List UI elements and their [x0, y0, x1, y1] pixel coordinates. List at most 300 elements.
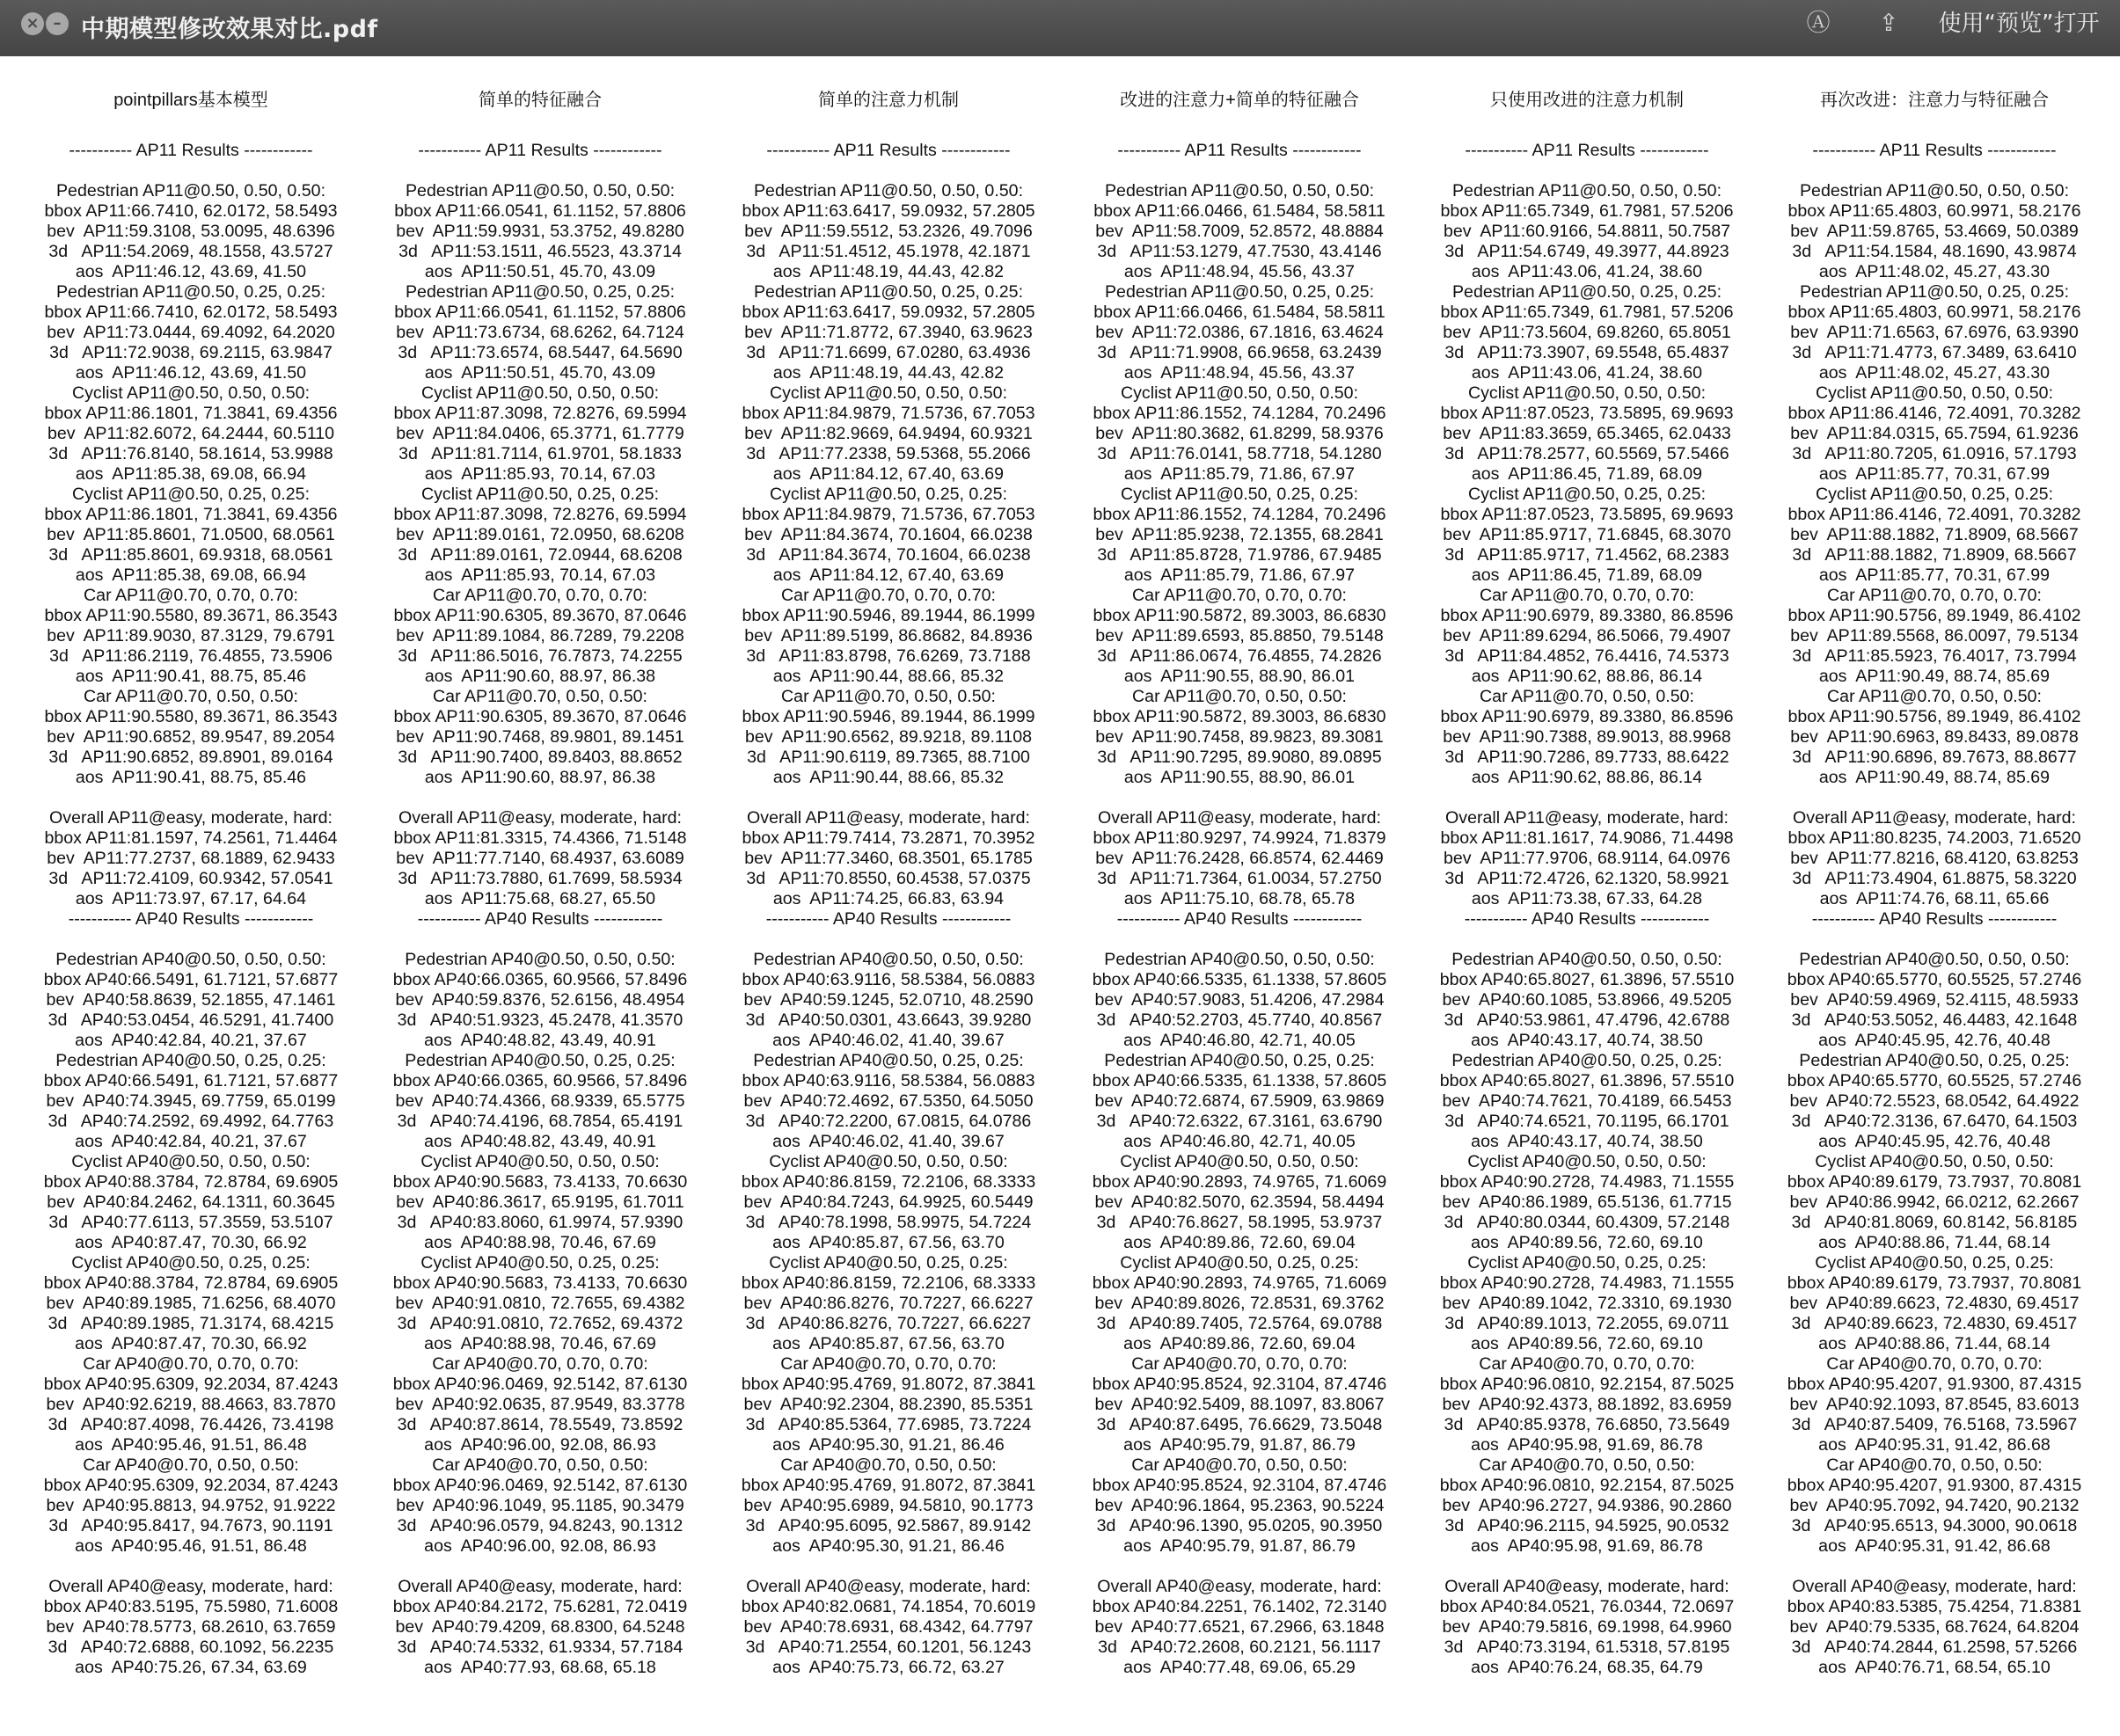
result-line: Pedestrian AP40@0.50, 0.25, 0.25: — [753, 1051, 1024, 1070]
result-line: aos AP40:88.86, 71.44, 68.14 — [1818, 1233, 2051, 1252]
result-line: ----------- AP40 Results ------------ — [1811, 909, 2058, 929]
result-line: bbox AP11:63.6417, 59.0932, 57.2805 — [742, 201, 1035, 221]
result-line: 3d AP40:50.0301, 43.6643, 39.9280 — [745, 1010, 1032, 1030]
result-line: bev AP11:73.6734, 68.6262, 64.7124 — [396, 323, 684, 342]
result-line: aos AP11:75.68, 68.27, 65.50 — [424, 889, 656, 908]
result-line: Overall AP40@easy, moderate, hard: — [1097, 1577, 1382, 1596]
result-line: Pedestrian AP40@0.50, 0.25, 0.25: — [1799, 1051, 2070, 1070]
result-line: aos AP40:95.30, 91.21, 86.46 — [772, 1536, 1005, 1556]
result-line: bbox AP11:87.0523, 73.5895, 69.9693 — [1440, 505, 1734, 524]
result-line: ----------- AP40 Results ------------ — [765, 909, 1012, 929]
result-line: bev AP40:59.1245, 52.0710, 48.2590 — [743, 990, 1034, 1010]
result-line: ----------- AP11 Results ------------ — [69, 141, 313, 160]
result-line: Car AP40@0.70, 0.50, 0.50: — [432, 1455, 648, 1475]
result-line: 3d AP11:72.4726, 62.1320, 58.9921 — [1444, 869, 1729, 888]
result-line: Overall AP40@easy, moderate, hard: — [746, 1577, 1031, 1596]
result-line: 3d AP11:85.8728, 71.9786, 67.9485 — [1097, 545, 1382, 565]
result-line: 3d AP40:95.8417, 94.7673, 90.1191 — [48, 1516, 333, 1535]
result-line: aos AP40:75.26, 67.34, 63.69 — [75, 1658, 307, 1677]
result-line: aos AP40:95.98, 91.69, 86.78 — [1471, 1536, 1703, 1556]
result-line: bbox AP11:84.9879, 71.5736, 67.7053 — [742, 404, 1035, 423]
result-line: 3d AP40:74.6521, 70.1195, 66.1701 — [1444, 1112, 1729, 1131]
result-line: bbox AP40:66.5335, 61.1338, 57.8605 — [1092, 970, 1387, 989]
result-line: aos AP11:85.38, 69.08, 66.94 — [75, 565, 307, 585]
result-line: ----------- AP11 Results ------------ — [1812, 141, 2057, 160]
column-title: pointpillars基本模型 — [113, 91, 268, 110]
result-line: aos AP11:85.77, 70.31, 67.99 — [1818, 464, 2051, 484]
result-line: Cyclist AP11@0.50, 0.50, 0.50: — [1467, 383, 1707, 403]
result-line: aos AP11:43.06, 41.24, 38.60 — [1471, 262, 1703, 281]
result-line: bbox AP40:95.8524, 92.3104, 87.4746 — [1092, 1476, 1387, 1495]
result-line: aos AP11:90.44, 88.66, 85.32 — [772, 667, 1005, 686]
result-line: bbox AP11:90.6979, 89.3380, 86.8596 — [1440, 707, 1734, 726]
result-line: bbox AP40:89.6179, 73.7937, 70.8081 — [1787, 1273, 2082, 1293]
result-line: bev AP11:84.3674, 70.1604, 66.0238 — [744, 525, 1033, 544]
column-title: 改进的注意力+简单的特征融合 — [1120, 91, 1359, 110]
result-line: ----------- AP11 Results ------------ — [766, 141, 1011, 160]
result-line: aos AP11:85.38, 69.08, 66.94 — [75, 464, 307, 484]
result-line: bev AP40:91.0810, 72.7655, 69.4382 — [395, 1294, 685, 1313]
result-line: aos AP40:46.80, 42.71, 40.05 — [1123, 1132, 1356, 1151]
result-line: bev AP11:80.3682, 61.8299, 58.9376 — [1095, 424, 1384, 443]
result-line: 3d AP11:90.7295, 89.9080, 89.0895 — [1097, 748, 1382, 767]
result-line: Cyclist AP11@0.50, 0.25, 0.25: — [1467, 485, 1707, 504]
result-line: Car AP40@0.70, 0.70, 0.70: — [1826, 1354, 2043, 1374]
result-line: 3d AP11:86.2119, 76.4855, 73.5906 — [49, 646, 333, 666]
result-line: bev AP11:89.0161, 72.0950, 68.6208 — [396, 525, 684, 544]
result-line — [363, 1557, 717, 1577]
result-line: bbox AP11:63.6417, 59.0932, 57.2805 — [742, 303, 1035, 322]
result-line — [363, 161, 717, 181]
result-line: aos AP11:90.60, 88.97, 86.38 — [424, 768, 656, 787]
result-line: bbox AP11:80.8235, 74.2003, 71.6520 — [1787, 828, 2081, 848]
result-line: aos AP11:90.55, 88.90, 86.01 — [1123, 667, 1356, 686]
result-line: bev AP40:89.6623, 72.4830, 69.4517 — [1789, 1294, 2080, 1313]
window-titlebar — [0, 0, 2120, 56]
result-line: bev AP40:79.5816, 69.1998, 64.9960 — [1442, 1617, 1732, 1637]
pdf-document — [0, 56, 2120, 1736]
result-line: bev AP40:74.4366, 68.9339, 65.5775 — [395, 1091, 685, 1111]
result-line — [712, 930, 1065, 950]
result-column — [1758, 90, 2111, 1678]
result-line: 3d AP11:84.4852, 76.4416, 74.5373 — [1444, 646, 1729, 666]
result-line: bev AP40:72.6874, 67.5909, 63.9869 — [1094, 1091, 1385, 1111]
result-line: 3d AP40:72.2200, 67.0815, 64.0786 — [745, 1112, 1032, 1131]
result-line: bbox AP11:81.1617, 74.9086, 71.4498 — [1440, 828, 1734, 848]
result-line: Overall AP11@easy, moderate, hard: — [398, 808, 682, 828]
result-line: bev AP40:84.2462, 64.1311, 60.3645 — [47, 1193, 335, 1212]
result-line: ----------- AP40 Results ------------ — [417, 909, 663, 929]
result-line: 3d AP40:96.1390, 95.0205, 90.3950 — [1096, 1516, 1383, 1535]
result-line: aos AP40:46.02, 41.40, 39.67 — [772, 1031, 1005, 1050]
result-line: aos AP11:90.49, 88.74, 85.69 — [1818, 768, 2051, 787]
result-line: 3d AP40:81.8069, 60.8142, 56.8185 — [1791, 1213, 2078, 1232]
result-line: 3d AP40:72.6322, 67.3161, 63.6790 — [1096, 1112, 1383, 1131]
result-line: aos AP40:89.86, 72.60, 69.04 — [1123, 1334, 1356, 1353]
result-line: aos AP40:87.47, 70.30, 66.92 — [75, 1233, 307, 1252]
result-line: 3d AP11:71.7364, 61.0034, 57.2750 — [1097, 869, 1382, 888]
result-line: Pedestrian AP11@0.50, 0.25, 0.25: — [405, 282, 676, 302]
result-line — [363, 788, 717, 808]
column-title: 再次改进：注意力与特征融合 — [1820, 91, 2049, 110]
result-line: Car AP11@0.70, 0.50, 0.50: — [84, 687, 298, 706]
result-line: bev AP40:92.1093, 87.8545, 83.6013 — [1789, 1395, 2080, 1414]
result-line: Pedestrian AP11@0.50, 0.25, 0.25: — [55, 282, 326, 302]
result-line: bev AP40:59.8376, 52.6156, 48.4954 — [395, 990, 685, 1010]
result-line — [1063, 1557, 1416, 1577]
result-line: aos AP40:95.79, 91.87, 86.79 — [1123, 1435, 1356, 1455]
result-line: aos AP11:48.02, 45.27, 43.30 — [1818, 262, 2051, 281]
result-line: aos AP11:50.51, 45.70, 43.09 — [424, 363, 656, 383]
close-icon[interactable]: × — [21, 12, 44, 35]
result-line: bbox AP40:63.9116, 58.5384, 56.0883 — [742, 1071, 1035, 1090]
result-line: bbox AP40:65.8027, 61.3896, 57.5510 — [1439, 970, 1735, 989]
result-line: 3d AP11:73.3907, 69.5548, 65.4837 — [1444, 343, 1729, 362]
result-line: 3d AP40:86.8276, 70.7227, 66.6227 — [745, 1314, 1032, 1333]
minimize-icon[interactable]: – — [46, 12, 69, 35]
result-line: aos AP40:45.95, 42.76, 40.48 — [1818, 1031, 2051, 1050]
result-line: 3d AP11:73.6574, 68.5447, 64.5690 — [398, 343, 683, 362]
result-line: Pedestrian AP40@0.50, 0.50, 0.50: — [405, 950, 676, 969]
result-line: 3d AP40:83.8060, 61.9974, 57.9390 — [397, 1213, 684, 1232]
result-line: aos AP40:87.47, 70.30, 66.92 — [75, 1334, 307, 1353]
result-line: aos AP11:46.12, 43.69, 41.50 — [75, 262, 307, 281]
result-line: bbox AP11:90.5946, 89.1944, 86.1999 — [742, 707, 1035, 726]
result-line: bbox AP40:90.2728, 74.4983, 71.1555 — [1439, 1273, 1735, 1293]
result-line — [1410, 788, 1764, 808]
result-line: 3d AP11:86.0674, 76.4855, 74.2826 — [1097, 646, 1382, 666]
result-line — [14, 930, 368, 950]
result-line: 3d AP11:73.4904, 61.8875, 58.3220 — [1792, 869, 2077, 888]
result-line — [1758, 788, 2111, 808]
result-line: Cyclist AP40@0.50, 0.50, 0.50: — [420, 1152, 660, 1171]
share-icon[interactable]: ⇪ — [1878, 10, 1899, 37]
result-line: bev AP11:77.9706, 68.9114, 64.0976 — [1443, 849, 1731, 868]
result-line: ----------- AP40 Results ------------ — [1116, 909, 1363, 929]
result-line: bev AP11:82.6072, 64.2444, 60.5110 — [47, 424, 335, 443]
result-line: Cyclist AP40@0.50, 0.25, 0.25: — [1120, 1253, 1359, 1273]
result-line: Pedestrian AP11@0.50, 0.50, 0.50: — [753, 181, 1024, 201]
result-line: Pedestrian AP11@0.50, 0.50, 0.50: — [405, 181, 676, 201]
result-line: Pedestrian AP40@0.50, 0.50, 0.50: — [753, 950, 1024, 969]
result-line: 3d AP11:72.9038, 69.2115, 63.9847 — [49, 343, 333, 362]
result-line: Car AP40@0.70, 0.50, 0.50: — [1131, 1455, 1348, 1475]
result-line: aos AP11:84.12, 67.40, 63.69 — [772, 464, 1005, 484]
result-line: bev AP40:72.5523, 68.0542, 64.4922 — [1789, 1091, 2080, 1111]
result-line: bev AP40:59.4969, 52.4115, 48.5933 — [1790, 990, 2079, 1010]
result-line: bev AP40:86.1989, 65.5136, 61.7715 — [1442, 1193, 1732, 1212]
result-line: 3d AP11:90.6852, 89.8901, 89.0164 — [48, 748, 333, 767]
result-column — [712, 90, 1065, 1678]
result-line: Car AP40@0.70, 0.50, 0.50: — [1479, 1455, 1695, 1475]
result-line: aos AP40:89.56, 72.60, 69.10 — [1471, 1334, 1703, 1353]
result-line: bbox AP11:86.1801, 71.3841, 69.4356 — [44, 505, 338, 524]
result-line: 3d AP40:87.5409, 76.5168, 73.5967 — [1791, 1415, 2078, 1434]
result-line: bev AP11:89.6294, 86.5066, 79.4907 — [1443, 626, 1731, 646]
result-line: 3d AP40:87.6495, 76.6629, 73.5048 — [1096, 1415, 1383, 1434]
result-line: 3d AP11:78.2577, 60.5569, 57.5466 — [1444, 444, 1729, 463]
result-line: Car AP40@0.70, 0.70, 0.70: — [780, 1354, 997, 1374]
result-line: ----------- AP11 Results ------------ — [418, 141, 662, 160]
result-line: bev AP11:59.3108, 53.0095, 48.6396 — [47, 222, 335, 241]
result-line: bev AP40:96.1049, 95.1185, 90.3479 — [396, 1496, 684, 1515]
result-line: bbox AP11:90.6305, 89.3670, 87.0646 — [393, 606, 687, 625]
result-line: bbox AP40:96.0469, 92.5142, 87.6130 — [392, 1375, 688, 1394]
result-line: bev AP40:60.1085, 53.8966, 49.5205 — [1442, 990, 1732, 1010]
result-line: bbox AP11:65.7349, 61.7981, 57.5206 — [1440, 201, 1734, 221]
result-column — [1410, 90, 1764, 1678]
result-line: Overall AP11@easy, moderate, hard: — [1098, 808, 1381, 828]
result-line: Car AP40@0.70, 0.70, 0.70: — [1131, 1354, 1348, 1374]
result-line: bbox AP40:95.4769, 91.8072, 87.3841 — [741, 1375, 1036, 1394]
result-line: 3d AP11:90.7400, 89.8403, 88.8652 — [398, 748, 683, 767]
result-line: aos AP40:95.30, 91.21, 86.46 — [772, 1435, 1005, 1455]
result-line: bev AP11:89.5199, 86.8682, 84.8936 — [744, 626, 1033, 646]
result-line: aos AP40:43.17, 40.74, 38.50 — [1471, 1132, 1703, 1151]
result-line: aos AP11:74.25, 66.83, 63.94 — [772, 889, 1005, 908]
result-line: Overall AP11@easy, moderate, hard: — [1445, 808, 1729, 828]
markup-icon[interactable]: Ⓐ — [1806, 10, 1831, 37]
result-line: bbox AP40:90.5683, 73.4133, 70.6630 — [392, 1172, 688, 1192]
result-line: Pedestrian AP11@0.50, 0.25, 0.25: — [1799, 282, 2070, 302]
result-line: 3d AP11:73.7880, 61.7699, 58.5934 — [398, 869, 683, 888]
result-line: bbox AP40:90.2893, 74.9765, 71.6069 — [1092, 1172, 1387, 1192]
result-line: ----------- AP11 Results ------------ — [1465, 141, 1709, 160]
result-line: bev AP40:79.5335, 68.7624, 64.8204 — [1789, 1617, 2080, 1637]
result-line: bev AP40:89.8026, 72.8531, 69.3762 — [1094, 1294, 1385, 1313]
result-line: bbox AP11:87.0523, 73.5895, 69.9693 — [1440, 404, 1734, 423]
result-column — [363, 90, 717, 1678]
result-line: 3d AP11:54.6749, 49.3977, 44.8923 — [1444, 242, 1729, 261]
result-line: bev AP40:79.4209, 68.8300, 64.5248 — [395, 1617, 685, 1637]
result-line: bbox AP40:95.6309, 92.2034, 87.4243 — [43, 1476, 339, 1495]
result-line: Pedestrian AP11@0.50, 0.50, 0.50: — [55, 181, 326, 201]
result-line: 3d AP11:70.8550, 60.4538, 57.0375 — [746, 869, 1031, 888]
result-line: aos AP11:48.19, 44.43, 42.82 — [772, 363, 1005, 383]
result-line: bbox AP40:90.2728, 74.4983, 71.1555 — [1439, 1172, 1735, 1192]
result-line: 3d AP11:53.1511, 46.5523, 43.3714 — [398, 242, 682, 261]
result-line: bbox AP11:90.5946, 89.1944, 86.1999 — [742, 606, 1035, 625]
result-line: Cyclist AP40@0.50, 0.50, 0.50: — [1815, 1152, 2054, 1171]
result-line: 3d AP11:85.8601, 69.9318, 68.0561 — [48, 545, 333, 565]
result-line: 3d AP40:51.9323, 45.2478, 41.3570 — [397, 1010, 684, 1030]
result-line: bev AP11:60.9166, 54.8811, 50.7587 — [1443, 222, 1731, 241]
result-line: Car AP11@0.70, 0.70, 0.70: — [433, 586, 647, 605]
result-line: bbox AP40:88.3784, 72.8784, 69.6905 — [43, 1172, 339, 1192]
result-line: aos AP40:89.56, 72.60, 69.10 — [1471, 1233, 1703, 1252]
result-line: 3d AP11:89.0161, 72.0944, 68.6208 — [398, 545, 683, 565]
result-line: aos AP11:46.12, 43.69, 41.50 — [75, 363, 307, 383]
result-line: 3d AP40:89.1985, 71.3174, 68.4215 — [48, 1314, 334, 1333]
result-line: Pedestrian AP40@0.50, 0.25, 0.25: — [1104, 1051, 1375, 1070]
result-line: 3d AP11:80.7205, 61.0916, 57.1793 — [1792, 444, 2077, 463]
result-line: Cyclist AP11@0.50, 0.50, 0.50: — [71, 383, 311, 403]
result-line: bev AP40:82.5070, 62.3594, 58.4494 — [1094, 1193, 1385, 1212]
result-line: aos AP40:88.98, 70.46, 67.69 — [424, 1233, 656, 1252]
result-line: bev AP40:89.1042, 72.3310, 69.1930 — [1442, 1294, 1732, 1313]
result-line: bev AP11:88.1882, 71.8909, 68.5667 — [1790, 525, 2079, 544]
result-line: bbox AP11:90.5872, 89.3003, 86.6830 — [1093, 606, 1386, 625]
result-line: bev AP11:82.9669, 64.9494, 60.9321 — [744, 424, 1033, 443]
window-title: 中期模型修改效果对比.pdf — [81, 16, 378, 43]
result-line: bev AP11:77.2737, 68.1889, 62.9433 — [47, 849, 335, 868]
result-line: 3d AP40:96.2115, 94.5925, 90.0532 — [1444, 1516, 1729, 1535]
result-line: aos AP11:73.38, 67.33, 64.28 — [1471, 889, 1703, 908]
result-line — [1063, 930, 1416, 950]
result-line: bbox AP40:86.8159, 72.2106, 68.3333 — [741, 1172, 1036, 1192]
result-line: bev AP40:77.6521, 67.2966, 63.1848 — [1094, 1617, 1385, 1637]
result-line: 3d AP40:74.2844, 61.2598, 57.5266 — [1791, 1638, 2078, 1657]
result-line: aos AP40:46.02, 41.40, 39.67 — [772, 1132, 1005, 1151]
result-line: bbox AP11:65.4803, 60.9971, 58.2176 — [1787, 303, 2081, 322]
result-line: bev AP40:95.8813, 94.9752, 91.9222 — [46, 1496, 336, 1515]
result-line: bev AP11:59.5512, 53.2326, 49.7096 — [744, 222, 1033, 241]
result-line: bbox AP11:90.5756, 89.1949, 86.4102 — [1787, 707, 2081, 726]
result-line: bev AP40:96.2727, 94.9386, 90.2860 — [1442, 1496, 1732, 1515]
result-line: Car AP40@0.70, 0.70, 0.70: — [83, 1354, 299, 1374]
result-line: 3d AP40:89.6623, 72.4830, 69.4517 — [1791, 1314, 2078, 1333]
result-line: 3d AP40:71.2554, 60.1201, 56.1243 — [745, 1638, 1032, 1657]
result-line: bbox AP40:84.0521, 76.0344, 72.0697 — [1439, 1597, 1735, 1616]
result-line: 3d AP11:76.0141, 58.7718, 54.1280 — [1097, 444, 1382, 463]
result-line: bbox AP11:90.5872, 89.3003, 86.6830 — [1093, 707, 1386, 726]
result-line: bev AP40:84.7243, 64.9925, 60.5449 — [743, 1193, 1034, 1212]
result-line: aos AP40:95.98, 91.69, 86.78 — [1471, 1435, 1703, 1455]
result-line: 3d AP40:74.4196, 68.7854, 65.4191 — [397, 1112, 684, 1131]
result-line: Cyclist AP40@0.50, 0.50, 0.50: — [1120, 1152, 1359, 1171]
result-line: bbox AP40:66.5491, 61.7121, 57.6877 — [43, 970, 339, 989]
result-line: Pedestrian AP11@0.50, 0.50, 0.50: — [1451, 181, 1722, 201]
result-line: Car AP11@0.70, 0.50, 0.50: — [1827, 687, 2042, 706]
result-line: Pedestrian AP40@0.50, 0.25, 0.25: — [55, 1051, 326, 1070]
result-line: bev AP11:90.6852, 89.9547, 89.2054 — [47, 727, 335, 747]
result-line: aos AP40:76.24, 68.35, 64.79 — [1471, 1658, 1703, 1677]
result-line — [1758, 161, 2111, 181]
result-line: bev AP11:89.1084, 86.7289, 79.2208 — [396, 626, 684, 646]
result-line: bbox AP11:66.0541, 61.1152, 57.8806 — [394, 201, 686, 221]
result-line: bev AP40:92.0635, 87.9549, 83.3778 — [395, 1395, 685, 1414]
result-line: Car AP40@0.70, 0.50, 0.50: — [83, 1455, 299, 1475]
result-line: Cyclist AP11@0.50, 0.25, 0.25: — [420, 485, 660, 504]
result-line: bbox AP40:66.0365, 60.9566, 57.8496 — [392, 1071, 688, 1090]
result-line: aos AP11:90.62, 88.86, 86.14 — [1471, 667, 1703, 686]
result-line: bbox AP40:95.4207, 91.9300, 87.4315 — [1787, 1476, 2082, 1495]
result-line: 3d AP40:91.0810, 72.7652, 69.4372 — [397, 1314, 684, 1333]
result-line: aos AP11:73.97, 67.17, 64.64 — [75, 889, 307, 908]
result-line: bbox AP40:65.5770, 60.5525, 57.2746 — [1787, 970, 2082, 989]
result-line: Car AP11@0.70, 0.50, 0.50: — [1480, 687, 1694, 706]
result-line: Pedestrian AP11@0.50, 0.25, 0.25: — [1451, 282, 1722, 302]
result-line: 3d AP40:72.2608, 60.2121, 56.1117 — [1098, 1638, 1381, 1657]
result-line: bev AP40:96.1864, 95.2363, 90.5224 — [1094, 1496, 1385, 1515]
result-line: bbox AP11:81.1597, 74.2561, 71.4464 — [44, 828, 338, 848]
result-line: aos AP11:75.10, 68.78, 65.78 — [1123, 889, 1356, 908]
result-line: ----------- AP40 Results ------------ — [68, 909, 314, 929]
result-line: Car AP40@0.70, 0.50, 0.50: — [1826, 1455, 2043, 1475]
result-line: aos AP11:85.93, 70.14, 67.03 — [424, 565, 656, 585]
result-line: Car AP11@0.70, 0.70, 0.70: — [84, 586, 298, 605]
result-line: Car AP40@0.70, 0.50, 0.50: — [780, 1455, 997, 1475]
result-line: bbox AP11:86.1552, 74.1284, 70.2496 — [1093, 505, 1386, 524]
result-line: bev AP11:89.9030, 87.3129, 79.6791 — [47, 626, 335, 646]
result-line: 3d AP40:89.7405, 72.5764, 69.0788 — [1096, 1314, 1383, 1333]
result-line: 3d AP11:72.4109, 60.9342, 57.0541 — [48, 869, 333, 888]
result-line: bbox AP11:86.1801, 71.3841, 69.4356 — [44, 404, 338, 423]
result-line: aos AP11:85.79, 71.86, 67.97 — [1123, 464, 1356, 484]
result-line: aos AP11:48.94, 45.56, 43.37 — [1123, 363, 1356, 383]
result-line: bev AP40:78.6931, 68.4342, 64.7797 — [743, 1617, 1034, 1637]
result-line: 3d AP11:54.2069, 48.1558, 43.5727 — [48, 242, 333, 261]
result-line: bbox AP40:95.6309, 92.2034, 87.4243 — [43, 1375, 339, 1394]
result-line: 3d AP11:90.7286, 89.7733, 88.6422 — [1444, 748, 1729, 767]
result-line: Car AP40@0.70, 0.70, 0.70: — [432, 1354, 648, 1374]
result-line: bbox AP11:90.6979, 89.3380, 86.8596 — [1440, 606, 1734, 625]
column-title: 简单的特征融合 — [479, 91, 602, 110]
result-line: Cyclist AP11@0.50, 0.25, 0.25: — [769, 485, 1008, 504]
result-line: bev AP40:92.4373, 88.1892, 83.6959 — [1442, 1395, 1732, 1414]
result-line: aos AP11:84.12, 67.40, 63.69 — [772, 565, 1005, 585]
result-line: Cyclist AP11@0.50, 0.50, 0.50: — [420, 383, 660, 403]
result-line: aos AP40:85.87, 67.56, 63.70 — [772, 1334, 1005, 1353]
result-line: bbox AP40:95.4769, 91.8072, 87.3841 — [741, 1476, 1036, 1495]
result-line: bev AP11:59.9931, 53.3752, 49.8280 — [396, 222, 684, 241]
result-line: bev AP11:90.7388, 89.9013, 88.9968 — [1443, 727, 1731, 747]
result-line: bbox AP11:87.3098, 72.8276, 69.5994 — [393, 505, 687, 524]
result-line: bbox AP40:84.2251, 76.1402, 72.3140 — [1092, 1597, 1387, 1616]
result-line: Cyclist AP40@0.50, 0.25, 0.25: — [1467, 1253, 1707, 1273]
result-line: Car AP11@0.70, 0.70, 0.70: — [1132, 586, 1347, 605]
result-line: aos AP11:90.41, 88.75, 85.46 — [75, 768, 307, 787]
column-title: 只使用改进的注意力机制 — [1490, 91, 1684, 110]
result-line: bbox AP40:88.3784, 72.8784, 69.6905 — [43, 1273, 339, 1293]
result-line: aos AP40:89.86, 72.60, 69.04 — [1123, 1233, 1356, 1252]
result-line: bev AP11:59.8765, 53.4669, 50.0389 — [1790, 222, 2079, 241]
open-with-preview-button[interactable]: 使用“预览”打开 — [1938, 11, 2100, 37]
result-line: bbox AP40:63.9116, 58.5384, 56.0883 — [742, 970, 1035, 989]
result-line: 3d AP40:95.6513, 94.3000, 90.0618 — [1791, 1516, 2078, 1535]
result-line — [14, 161, 368, 181]
result-line: aos AP11:48.02, 45.27, 43.30 — [1818, 363, 2051, 383]
result-line: Cyclist AP11@0.50, 0.50, 0.50: — [1815, 383, 2054, 403]
result-line: 3d AP40:73.3194, 61.5318, 57.8195 — [1444, 1638, 1730, 1657]
result-line: Pedestrian AP11@0.50, 0.25, 0.25: — [1104, 282, 1375, 302]
result-line: bev AP11:58.7009, 52.8572, 48.8884 — [1095, 222, 1384, 241]
result-line: bbox AP40:66.5335, 61.1338, 57.8605 — [1092, 1071, 1387, 1090]
result-line: bbox AP11:87.3098, 72.8276, 69.5994 — [393, 404, 687, 423]
result-line: bev AP40:92.6219, 88.4663, 83.7870 — [46, 1395, 336, 1414]
result-line: bbox AP40:66.0365, 60.9566, 57.8496 — [392, 970, 688, 989]
result-line: 3d AP40:76.8627, 58.1995, 53.9737 — [1096, 1213, 1383, 1232]
result-line: Car AP40@0.70, 0.70, 0.70: — [1479, 1354, 1695, 1374]
result-line: bbox AP40:95.4207, 91.9300, 87.4315 — [1787, 1375, 2082, 1394]
result-line: bev AP11:85.9238, 72.1355, 68.2841 — [1095, 525, 1384, 544]
result-line: bbox AP40:96.0810, 92.2154, 87.5025 — [1439, 1375, 1735, 1394]
result-line: 3d AP11:81.7114, 61.9701, 58.1833 — [398, 444, 682, 463]
result-line: bev AP11:77.8216, 68.4120, 63.8253 — [1790, 849, 2079, 868]
result-line: 3d AP40:72.3136, 67.6470, 64.1503 — [1791, 1112, 2078, 1131]
result-line: Car AP11@0.70, 0.70, 0.70: — [1827, 586, 2042, 605]
result-line: 3d AP40:80.0344, 60.4309, 57.2148 — [1444, 1213, 1730, 1232]
result-line — [1758, 930, 2111, 950]
result-line: aos AP11:43.06, 41.24, 38.60 — [1471, 363, 1703, 383]
result-line: bbox AP11:79.7414, 73.2871, 70.3952 — [742, 828, 1035, 848]
result-line: Pedestrian AP40@0.50, 0.50, 0.50: — [1799, 950, 2070, 969]
result-line: bev AP40:78.5773, 68.2610, 63.7659 — [46, 1617, 336, 1637]
result-line: 3d AP40:78.1998, 58.9975, 54.7224 — [745, 1213, 1032, 1232]
result-line: aos AP11:86.45, 71.89, 68.09 — [1471, 464, 1703, 484]
result-line: Overall AP40@easy, moderate, hard: — [1444, 1577, 1729, 1596]
column-title: 简单的注意力机制 — [818, 91, 959, 110]
